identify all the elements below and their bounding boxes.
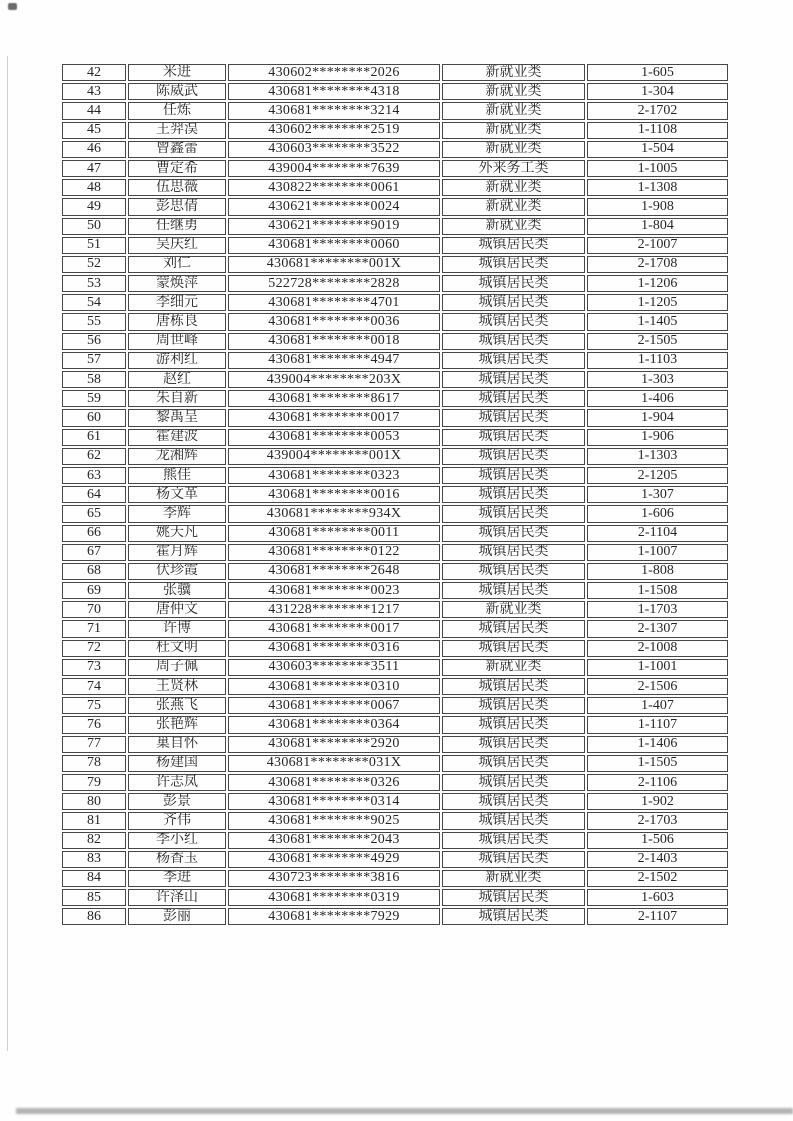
cell-row-number: 47: [62, 160, 126, 177]
cell-category: 新就业类: [442, 870, 585, 887]
cell-unit-room: 1-407: [587, 697, 728, 714]
scan-speck: [8, 3, 17, 10]
table-row: [62, 601, 728, 618]
cell-id-number: 430681********0036: [228, 313, 440, 330]
cell-row-number: 52: [62, 256, 126, 273]
cell-category: 城镇居民类: [442, 333, 585, 350]
cell-unit-room: 1-605: [587, 64, 728, 81]
cell-id-number: 430681********0017: [228, 620, 440, 637]
cell-category: 城镇居民类: [442, 505, 585, 522]
cell-name: 许博: [128, 620, 226, 637]
cell-id-number: 430681********2920: [228, 736, 440, 753]
cell-id-number: 430681********031X: [228, 755, 440, 772]
cell-unit-room: 1-1001: [587, 659, 728, 676]
cell-unit-room: 2-1205: [587, 467, 728, 484]
cell-unit-room: 1-1206: [587, 275, 728, 292]
cell-row-number: 65: [62, 505, 126, 522]
cell-name: 张燕飞: [128, 697, 226, 714]
cell-row-number: 56: [62, 333, 126, 350]
table-row: [62, 198, 728, 215]
cell-category: 城镇居民类: [442, 256, 585, 273]
cell-name: 张骥: [128, 582, 226, 599]
cell-unit-room: 2-1307: [587, 620, 728, 637]
cell-category: 城镇居民类: [442, 371, 585, 388]
cell-category: 城镇居民类: [442, 889, 585, 906]
table-row: [62, 544, 728, 561]
cell-name: 黎禹呈: [128, 409, 226, 426]
cell-row-number: 49: [62, 198, 126, 215]
cell-unit-room: 2-1007: [587, 237, 728, 254]
cell-name: 杨建国: [128, 755, 226, 772]
cell-id-number: 430681********9025: [228, 812, 440, 829]
table-row: [62, 160, 728, 177]
cell-name: 杨香玉: [128, 851, 226, 868]
cell-id-number: 430681********0017: [228, 409, 440, 426]
table-row: [62, 832, 728, 849]
cell-unit-room: 2-1403: [587, 851, 728, 868]
cell-unit-room: 1-1107: [587, 716, 728, 733]
cell-id-number: 430681********0310: [228, 678, 440, 695]
cell-id-number: 430681********0053: [228, 429, 440, 446]
cell-unit-room: 1-804: [587, 218, 728, 235]
cell-name: 霍月辉: [128, 544, 226, 561]
cell-id-number: 430603********3522: [228, 141, 440, 158]
cell-id-number: 430681********2648: [228, 563, 440, 580]
cell-unit-room: 2-1708: [587, 256, 728, 273]
cell-name: 彭思倩: [128, 198, 226, 215]
cell-unit-room: 1-908: [587, 198, 728, 215]
cell-row-number: 43: [62, 83, 126, 100]
cell-unit-room: 2-1703: [587, 812, 728, 829]
cell-name: 杨文革: [128, 486, 226, 503]
cell-name: 李细元: [128, 294, 226, 311]
cell-unit-room: 2-1107: [587, 908, 728, 925]
cell-id-number: 431228********1217: [228, 601, 440, 618]
cell-name: 巢自怀: [128, 736, 226, 753]
cell-id-number: 439004********203X: [228, 371, 440, 388]
cell-id-number: 439004********7639: [228, 160, 440, 177]
table-row: [62, 525, 728, 542]
cell-name: 赵红: [128, 371, 226, 388]
cell-name: 彭景: [128, 793, 226, 810]
table-row: [62, 505, 728, 522]
cell-id-number: 430681********4318: [228, 83, 440, 100]
cell-row-number: 80: [62, 793, 126, 810]
table-row: [62, 889, 728, 906]
cell-unit-room: 1-1005: [587, 160, 728, 177]
table-row: [62, 486, 728, 503]
cell-unit-room: 2-1702: [587, 102, 728, 119]
table-row: [62, 467, 728, 484]
table-row: [62, 774, 728, 791]
cell-name: 王羿淏: [128, 122, 226, 139]
cell-unit-room: 1-1205: [587, 294, 728, 311]
cell-id-number: 430681********8617: [228, 390, 440, 407]
table-row: [62, 429, 728, 446]
cell-category: 城镇居民类: [442, 390, 585, 407]
cell-row-number: 78: [62, 755, 126, 772]
table-row: [62, 122, 728, 139]
cell-row-number: 60: [62, 409, 126, 426]
cell-name: 任继勇: [128, 218, 226, 235]
cell-unit-room: 1-1303: [587, 448, 728, 465]
table-row: [62, 736, 728, 753]
table-row: [62, 218, 728, 235]
cell-category: 城镇居民类: [442, 467, 585, 484]
table-row: [62, 102, 728, 119]
cell-unit-room: 1-906: [587, 429, 728, 446]
cell-name: 吴庆红: [128, 237, 226, 254]
table-row: [62, 908, 728, 925]
cell-category: 城镇居民类: [442, 409, 585, 426]
cell-row-number: 85: [62, 889, 126, 906]
cell-id-number: 430681********2043: [228, 832, 440, 849]
cell-name: 张艳辉: [128, 716, 226, 733]
cell-unit-room: 1-504: [587, 141, 728, 158]
cell-id-number: 430681********3214: [228, 102, 440, 119]
cell-name: 周子佩: [128, 659, 226, 676]
cell-name: 熊佳: [128, 467, 226, 484]
cell-name: 游利红: [128, 352, 226, 369]
table-row: [62, 716, 728, 733]
table-row: [62, 83, 728, 100]
table-row: [62, 640, 728, 657]
cell-row-number: 71: [62, 620, 126, 637]
cell-category: 城镇居民类: [442, 620, 585, 637]
cell-id-number: 430681********0314: [228, 793, 440, 810]
table-row: [62, 64, 728, 81]
cell-unit-room: 1-1406: [587, 736, 728, 753]
table-row: [62, 563, 728, 580]
cell-row-number: 86: [62, 908, 126, 925]
cell-name: 龙湘辉: [128, 448, 226, 465]
cell-unit-room: 1-303: [587, 371, 728, 388]
cell-category: 城镇居民类: [442, 832, 585, 849]
cell-id-number: 522728********2828: [228, 275, 440, 292]
cell-unit-room: 1-904: [587, 409, 728, 426]
table-row: [62, 179, 728, 196]
cell-name: 许志凤: [128, 774, 226, 791]
cell-category: 城镇居民类: [442, 563, 585, 580]
table-row: [62, 582, 728, 599]
cell-unit-room: 1-506: [587, 832, 728, 849]
cell-name: 姚天凡: [128, 525, 226, 542]
cell-id-number: 430681********001X: [228, 256, 440, 273]
cell-row-number: 66: [62, 525, 126, 542]
cell-category: 城镇居民类: [442, 774, 585, 791]
cell-category: 城镇居民类: [442, 716, 585, 733]
cell-row-number: 62: [62, 448, 126, 465]
cell-unit-room: 1-406: [587, 390, 728, 407]
cell-category: 城镇居民类: [442, 486, 585, 503]
cell-row-number: 55: [62, 313, 126, 330]
cell-category: 城镇居民类: [442, 448, 585, 465]
cell-row-number: 73: [62, 659, 126, 676]
cell-category: 新就业类: [442, 218, 585, 235]
cell-name: 彭丽: [128, 908, 226, 925]
cell-category: 城镇居民类: [442, 736, 585, 753]
table-row: [62, 141, 728, 158]
cell-unit-room: 2-1505: [587, 333, 728, 350]
cell-row-number: 42: [62, 64, 126, 81]
cell-name: 曾鑫蕾: [128, 141, 226, 158]
cell-row-number: 81: [62, 812, 126, 829]
cell-category: 城镇居民类: [442, 352, 585, 369]
cell-category: 城镇居民类: [442, 582, 585, 599]
table-row: [62, 313, 728, 330]
cell-unit-room: 1-1103: [587, 352, 728, 369]
cell-name: 蒙焕萍: [128, 275, 226, 292]
cell-unit-room: 1-1508: [587, 582, 728, 599]
cell-name: 齐伟: [128, 812, 226, 829]
cell-unit-room: 1-603: [587, 889, 728, 906]
table-row: [62, 371, 728, 388]
cell-category: 新就业类: [442, 179, 585, 196]
cell-row-number: 58: [62, 371, 126, 388]
cell-id-number: 430681********4701: [228, 294, 440, 311]
cell-row-number: 69: [62, 582, 126, 599]
cell-category: 新就业类: [442, 659, 585, 676]
cell-row-number: 53: [62, 275, 126, 292]
cell-name: 伍思薇: [128, 179, 226, 196]
cell-name: 伏珍霞: [128, 563, 226, 580]
cell-name: 周世峰: [128, 333, 226, 350]
cell-category: 新就业类: [442, 64, 585, 81]
cell-id-number: 430621********0024: [228, 198, 440, 215]
cell-category: 新就业类: [442, 122, 585, 139]
cell-row-number: 74: [62, 678, 126, 695]
cell-row-number: 67: [62, 544, 126, 561]
cell-name: 李小红: [128, 832, 226, 849]
cell-id-number: 430681********4947: [228, 352, 440, 369]
table-row: [62, 256, 728, 273]
table-row: [62, 620, 728, 637]
cell-row-number: 76: [62, 716, 126, 733]
cell-unit-room: 1-1703: [587, 601, 728, 618]
cell-id-number: 430681********0319: [228, 889, 440, 906]
cell-unit-room: 2-1106: [587, 774, 728, 791]
cell-id-number: 430681********0016: [228, 486, 440, 503]
table-row: [62, 448, 728, 465]
table-row: [62, 697, 728, 714]
cell-name: 唐仲文: [128, 601, 226, 618]
cell-name: 曹定希: [128, 160, 226, 177]
cell-row-number: 82: [62, 832, 126, 849]
table-row: [62, 851, 728, 868]
cell-row-number: 64: [62, 486, 126, 503]
cell-row-number: 57: [62, 352, 126, 369]
cell-unit-room: 1-1108: [587, 122, 728, 139]
cell-category: 城镇居民类: [442, 908, 585, 925]
table-row: [62, 333, 728, 350]
cell-name: 朱自新: [128, 390, 226, 407]
cell-name: 霍建波: [128, 429, 226, 446]
cell-unit-room: 1-307: [587, 486, 728, 503]
cell-category: 新就业类: [442, 601, 585, 618]
scan-bottom-shadow: [16, 1108, 793, 1114]
cell-id-number: 430681********0122: [228, 544, 440, 561]
cell-category: 新就业类: [442, 102, 585, 119]
cell-id-number: 430681********0023: [228, 582, 440, 599]
cell-category: 新就业类: [442, 198, 585, 215]
cell-category: 城镇居民类: [442, 640, 585, 657]
cell-name: 杜文明: [128, 640, 226, 657]
cell-category: 城镇居民类: [442, 678, 585, 695]
cell-category: 城镇居民类: [442, 793, 585, 810]
cell-row-number: 61: [62, 429, 126, 446]
cell-id-number: 430681********0316: [228, 640, 440, 657]
cell-name: 任炼: [128, 102, 226, 119]
cell-category: 外来务工类: [442, 160, 585, 177]
cell-unit-room: 1-902: [587, 793, 728, 810]
table-row: [62, 793, 728, 810]
cell-category: 城镇居民类: [442, 544, 585, 561]
table-row: [62, 755, 728, 772]
table-row: [62, 812, 728, 829]
table-row: [62, 870, 728, 887]
table-row: [62, 390, 728, 407]
cell-id-number: 430603********3511: [228, 659, 440, 676]
cell-id-number: 430681********0011: [228, 525, 440, 542]
cell-category: 新就业类: [442, 141, 585, 158]
cell-id-number: 430621********9019: [228, 218, 440, 235]
cell-name: 王贤林: [128, 678, 226, 695]
scan-left-edge: [7, 56, 8, 1051]
table-row: [62, 275, 728, 292]
cell-row-number: 70: [62, 601, 126, 618]
cell-category: 城镇居民类: [442, 429, 585, 446]
cell-row-number: 84: [62, 870, 126, 887]
cell-unit-room: 2-1008: [587, 640, 728, 657]
cell-unit-room: 2-1502: [587, 870, 728, 887]
cell-row-number: 68: [62, 563, 126, 580]
cell-unit-room: 1-1505: [587, 755, 728, 772]
cell-category: 城镇居民类: [442, 313, 585, 330]
cell-id-number: 430681********0060: [228, 237, 440, 254]
cell-id-number: 430681********0018: [228, 333, 440, 350]
cell-row-number: 46: [62, 141, 126, 158]
cell-name: 李辉: [128, 505, 226, 522]
cell-id-number: 430681********7929: [228, 908, 440, 925]
cell-id-number: 430723********3816: [228, 870, 440, 887]
table-row: [62, 352, 728, 369]
table-row: [62, 237, 728, 254]
cell-name: 陈威武: [128, 83, 226, 100]
roster-table-body: [62, 64, 728, 925]
cell-row-number: 83: [62, 851, 126, 868]
cell-category: 城镇居民类: [442, 697, 585, 714]
cell-row-number: 59: [62, 390, 126, 407]
cell-row-number: 48: [62, 179, 126, 196]
table-row: [62, 409, 728, 426]
cell-id-number: 430681********0364: [228, 716, 440, 733]
resident-roster-table: [60, 62, 730, 927]
cell-id-number: 430602********2026: [228, 64, 440, 81]
cell-row-number: 45: [62, 122, 126, 139]
cell-unit-room: 1-1308: [587, 179, 728, 196]
cell-name: 唐栋良: [128, 313, 226, 330]
cell-name: 米进: [128, 64, 226, 81]
cell-row-number: 75: [62, 697, 126, 714]
cell-category: 城镇居民类: [442, 294, 585, 311]
table-row: [62, 294, 728, 311]
cell-id-number: 430681********0326: [228, 774, 440, 791]
cell-row-number: 44: [62, 102, 126, 119]
cell-category: 城镇居民类: [442, 525, 585, 542]
cell-row-number: 50: [62, 218, 126, 235]
cell-row-number: 77: [62, 736, 126, 753]
cell-row-number: 54: [62, 294, 126, 311]
table-row: [62, 659, 728, 676]
cell-category: 城镇居民类: [442, 851, 585, 868]
cell-unit-room: 2-1104: [587, 525, 728, 542]
cell-name: 李进: [128, 870, 226, 887]
cell-unit-room: 1-1405: [587, 313, 728, 330]
cell-row-number: 79: [62, 774, 126, 791]
cell-category: 城镇居民类: [442, 755, 585, 772]
cell-category: 城镇居民类: [442, 275, 585, 292]
cell-id-number: 430602********2519: [228, 122, 440, 139]
cell-unit-room: 2-1506: [587, 678, 728, 695]
cell-name: 许泽山: [128, 889, 226, 906]
cell-id-number: 430681********934X: [228, 505, 440, 522]
cell-name: 刘仁: [128, 256, 226, 273]
cell-id-number: 430681********0323: [228, 467, 440, 484]
cell-category: 新就业类: [442, 83, 585, 100]
cell-category: 城镇居民类: [442, 812, 585, 829]
cell-id-number: 430681********4929: [228, 851, 440, 868]
cell-id-number: 430822********0061: [228, 179, 440, 196]
cell-unit-room: 1-304: [587, 83, 728, 100]
cell-unit-room: 1-606: [587, 505, 728, 522]
cell-unit-room: 1-808: [587, 563, 728, 580]
cell-row-number: 51: [62, 237, 126, 254]
cell-row-number: 63: [62, 467, 126, 484]
cell-id-number: 439004********001X: [228, 448, 440, 465]
cell-row-number: 72: [62, 640, 126, 657]
table-row: [62, 678, 728, 695]
cell-category: 城镇居民类: [442, 237, 585, 254]
cell-unit-room: 1-1007: [587, 544, 728, 561]
cell-id-number: 430681********0067: [228, 697, 440, 714]
